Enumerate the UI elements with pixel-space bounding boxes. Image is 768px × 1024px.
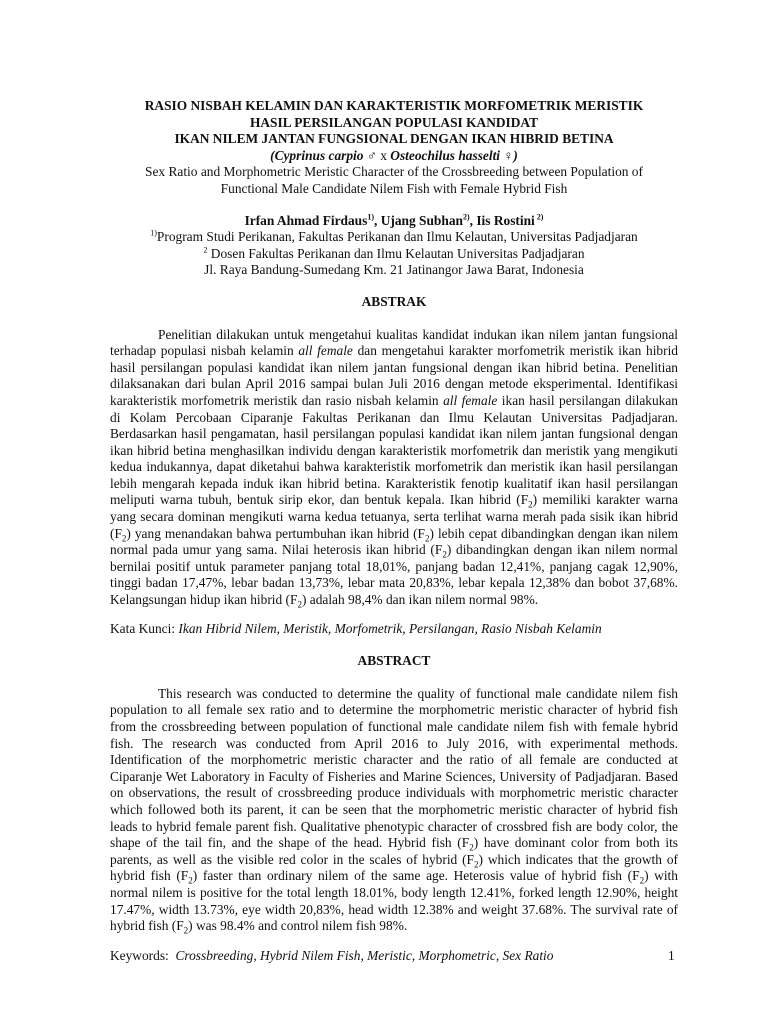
male-symbol: ♂ (363, 147, 381, 163)
abstract-text-5: ) with normal nilem is positive for the total length 18.01%, body length 12.41%, forked length 12.90%, height 17.47%, width 13.73%, eye width 20,83%, head width 12.38% and weight 37.68%. The survival rate of hybrid fish (F (110, 868, 678, 934)
abstrak-text-4: ) memiliki karakter warna yang secara dominan mengikuti warna kedua tetuanya, serta terlihat warna merah pada sisik ikan hibrid (F (110, 492, 678, 541)
author-3-sup: 2) (534, 212, 544, 222)
english-title (110, 164, 678, 197)
abstract-sub-4: 2 (639, 876, 645, 887)
abstrak-paragraph (110, 327, 678, 609)
kata-kunci (110, 621, 678, 638)
title-line-1: RASIO NISBAH KELAMIN DAN KARAKTERISTIK MORFOMETRIK MERISTIK (144, 98, 644, 113)
abstrak-text-1: Penelitian dilakukan untuk mengetahui kualitas kandidat indukan ikan nilem jantan fungsional terhadap populasi nisbah kelamin (110, 326, 678, 359)
affiliation-2-sup: 2 (203, 245, 208, 255)
affiliation-1-text: Program Studi Perikanan, Fakultas Perikanan dan Ilmu Kelautan, Universitas Padjadjaran (156, 229, 638, 245)
page-number: 1 (668, 948, 675, 963)
abstrak-text-3: ikan hasil persilangan dilakukan di Kolam Percobaan Ciparanje Fakultas Perikanan dan Ilmu Kelautan Universitas Padjadjaran. Berdasarkan hasil pengamatan, hasil persilangan populasi kandidat ikan nilem jantan fungsional dengan ikan hibrid betina menghasilkan individu dengan karakteristik morfometrik dan meristik yang mengikuti kedua indukannya, dapat diketahui bahwa karakteristik morfometrik dan meristik ikan hasil persilangan lebih mengarah kepada induk ikan hibrid betina. Karakteristik fenotip kualitatif ikan hasil persilangan meliputi warna tubuh, bentuk sirip ekor, dan bentuk kepala. Ikan hibrid (F (110, 392, 678, 508)
abstract-text-6: ) was 98.4% and control nilem fish 98%. (188, 918, 408, 934)
english-title-line-1: Sex Ratio and Morphometric Meristic Character of the Crossbreeding between Population of (145, 164, 643, 180)
keywords-label: Keywords: (110, 947, 176, 963)
female-symbol: ♀ (500, 147, 514, 163)
abstract-sub-2: 2 (474, 859, 479, 870)
abstrak-em-1: all female (298, 343, 353, 359)
keywords-value: Crossbreeding, Hybrid Nilem Fish, Meristic, Morphometric, Sex Ratio (175, 947, 554, 963)
abstract-text-2: ) have dominant color from both its parents, as well as the visible red color in the scales of hybrid (F (110, 835, 678, 867)
author-2-sup: 2) (462, 212, 470, 222)
abstrak-text-5: ) yang menandakan bahwa pertumbuhan ikan hibrid (F (126, 525, 426, 541)
affiliation-1-sup: 1) (150, 228, 157, 238)
abstrak-text-6: ) lebih cepat dibandingkan dengan ikan nilem normal pada umur yang sama. Nilai heterosis ikan hibrid (F (110, 525, 678, 558)
abstrak-text-7: ) dibandingkan dengan ikan nilem normal bernilai positif untuk parameter panjang total 18,01%, panjang badan 12,41%, panjang cagak 12,90%, tinggi badan 17,47%, lebar badan 13,73%, lebar mata 20,83%, lebar kepala 12,38% dan bobot 37,68%. Kelangsungan hidup ikan hibrid (F (110, 542, 678, 608)
species-cross-line (110, 148, 678, 165)
abstract-sub-3: 2 (188, 876, 193, 887)
kata-kunci-value: Ikan Hibrid Nilem, Meristik, Morfometrik, Persilangan, Rasio Nisbah Kelamin (178, 620, 602, 636)
affiliation-2-text: Dosen Fakultas Perikanan dan Ilmu Kelautan Universitas Padjadjaran (207, 245, 585, 261)
title-line-3: IKAN NILEM JANTAN FUNGSIONAL DENGAN IKAN HIBRID BETINA (174, 131, 614, 147)
abstract-paragraph (110, 686, 678, 935)
title-line-2: HASIL PERSILANGAN POPULASI KANDIDAT (249, 114, 539, 130)
abstract-text-4: ) faster than ordinary nilem of the same age. Heterosis value of hybrid fish (F (192, 868, 640, 884)
species-osteochilus: Osteochilus hasselti (390, 147, 501, 163)
abstrak-text-8: ) adalah 98,4% dan ikan nilem normal 98%. (301, 592, 539, 608)
abstrak-text-2: dan mengetahui karakter morfometrik meristik ikan hibrid hasil persilangan populasi kandidat ikan nilem jantan fungsional dengan ikan hibrid betina. Penelitian dilaksanakan dari bulan April 2016 sampai bulan Juli 2016 dengan metode eksperimental. Identifikasi karakteristik morfometrik meristik dan rasio nisbah kelamin (110, 343, 678, 408)
paper-title (110, 98, 678, 148)
affiliation-2 (110, 246, 678, 263)
author-1-sup: 1) (367, 212, 375, 222)
affiliations (110, 229, 678, 279)
affiliation-1 (110, 229, 678, 246)
paper-page (110, 98, 678, 964)
abstract-sub-1: 2 (469, 842, 474, 853)
author-sep-2: , (469, 212, 477, 228)
species-open-paren: ( (270, 147, 275, 163)
abstract-text-1: This research was conducted to determine the quality of functional male candidate nilem fish population to all female sex ratio and to determine the morphometric meristic character of hybrid fish from the crossbreeding between population of functional male candidate nilem fish with female hybrid fish. The research was conducted from April 2016 to July 2016, with experimental methods. Identification of the morphometric meristic character and the ratio of all female are conducted at Ciparanje Wet Laboratory in Faculty of Fisheries and Marine Sciences, University of Padjadjaran. Based on observations, the result of crossbreeding produce individuals with morphometric meristic character which followed both its parent, it can be seen that the morphometric meristic character of hybrid fish leads to hybrid female parent fish. Qualitative phenotypic character of crossbred fish are body color, the shape of the tail fin, and the shape of the head. Hybrid fish (F (110, 685, 678, 851)
author-sep-1: , (374, 212, 381, 228)
author-3: Iis Rostini (476, 212, 535, 228)
species-cyprinus: Cyprinus carpio (274, 147, 364, 163)
abstrak-sub-4: 2 (442, 549, 447, 560)
species-close-paren: ) (513, 147, 518, 163)
kata-kunci-label: Kata Kunci: (110, 620, 179, 636)
abstrak-sub-3: 2 (425, 533, 430, 544)
abstrak-sub-1: 2 (528, 500, 533, 511)
abstract-text-3: ) which indicates that the growth of hybrid fish (F (110, 851, 678, 884)
author-list (110, 213, 678, 230)
author-2: Ujang Subhan (380, 212, 463, 228)
cross-sign: x (380, 147, 391, 163)
author-1: Irfan Ahmad Firdaus (244, 212, 368, 228)
english-title-line-2: Functional Male Candidate Nilem Fish with Female Hybrid Fish (220, 180, 568, 196)
abstrak-sub-5: 2 (297, 599, 302, 610)
abstrak-sub-2: 2 (121, 533, 127, 544)
abstract-sub-5: 2 (183, 925, 189, 936)
keywords (110, 948, 678, 965)
abstrak-heading: ABSTRAK (361, 293, 427, 309)
abstrak-em-2: all female (443, 392, 498, 408)
abstract-heading: ABSTRACT (357, 653, 431, 669)
affiliation-address: Jl. Raya Bandung-Sumedang Km. 21 Jatinangor Jawa Barat, Indonesia (204, 262, 584, 278)
